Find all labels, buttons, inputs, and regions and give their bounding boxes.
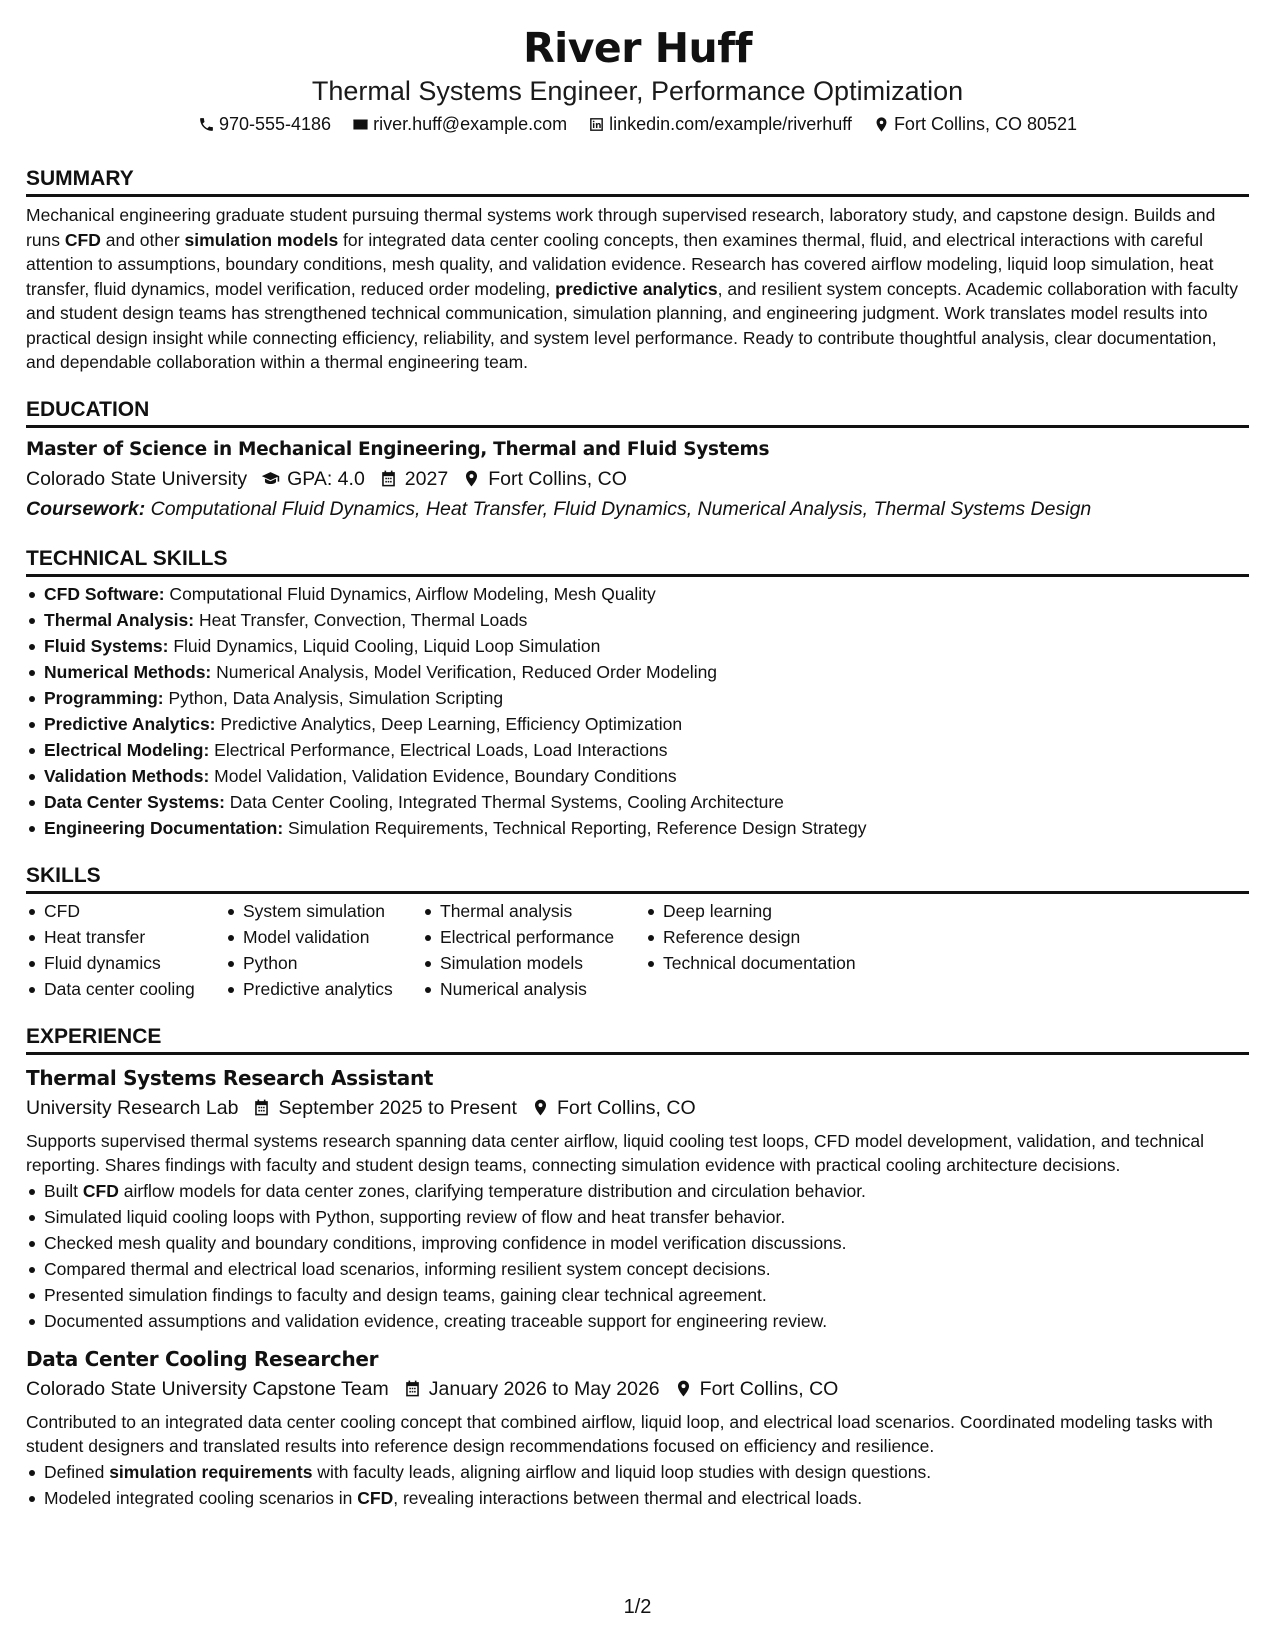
school-name: Colorado State University [26,467,248,490]
technical-skills-list [26,581,1249,841]
summary-heading: SUMMARY [26,164,1249,197]
contact-location [873,110,1077,138]
resume-page [26,0,1249,1511]
envelope-icon [352,116,369,133]
list-item: Modeled integrated cooling scenarios in CFD, revealing interactions between thermal and electrical loads. [44,1485,1249,1511]
linkedin-text: linkedin.com/example/riverhuff [609,114,852,134]
education-heading: EDUCATION [26,395,1249,428]
map-pin-icon [873,116,890,133]
list-item: Thermal Analysis: Heat Transfer, Convection, Thermal Loads [44,607,1249,633]
job-org: Colorado State University Capstone Team [26,1377,389,1400]
list-item: Deep learning [663,898,913,924]
list-item: Technical documentation [663,950,913,976]
skills-column [422,898,645,1002]
technical-skills-heading: TECHNICAL SKILLS [26,544,1249,577]
list-item: Data Center Systems: Data Center Cooling, Integrated Thermal Systems, Cooling Architecture [44,789,1249,815]
list-item: Fluid Systems: Fluid Dynamics, Liquid Cooling, Liquid Loop Simulation [44,633,1249,659]
job-meta [26,1374,1249,1404]
job-summary: Supports supervised thermal systems research spanning data center airflow, liquid cooling test loops, CFD model development, validation, and technical reporting. Shares findings with faculty and student design teams, connecting simulation evidence with practical cooling architecture decisions. [26,1130,1204,1175]
job-dates: September 2025 to Present [248,1093,517,1123]
list-item: Presented simulation findings to faculty and design teams, gaining clear technical agreement. [44,1282,1249,1308]
list-item: Built CFD airflow models for data center zones, clarifying temperature distribution and circulation behavior. [44,1178,1249,1204]
contact-line [26,110,1249,138]
list-item: Predictive analytics [243,976,422,1002]
skills-heading: SKILLS [26,861,1249,894]
edu-location-item: Fort Collins, CO [458,464,627,494]
list-item: Heat transfer [44,924,225,950]
location-text: Fort Collins, CO 80521 [893,114,1078,134]
list-item: Python [243,950,422,976]
skills-grid [26,898,1249,1002]
job-title: Data Center Cooling Researcher [26,1346,379,1371]
job-location: Fort Collins, CO [527,1093,696,1123]
skills-column [26,898,225,1002]
contact-linkedin[interactable] [588,110,852,138]
skills-column [225,898,422,1002]
job-dates: January 2026 to May 2026 [399,1374,660,1404]
job-meta [26,1093,1249,1123]
contact-email[interactable] [352,110,567,138]
phone-text: 970-555-4186 [218,114,332,134]
calendar-icon [379,469,398,488]
list-item: Reference design [663,924,913,950]
summary-text: Mechanical engineering graduate student pursuing thermal systems work through supervised research, laboratory study, and capstone design. Builds and runs CFD and other simulation models for integrated data center cooling concepts, then examines thermal, fluid, and electrical interactions with careful attention to assumptions, boundary conditions, mesh quality, and validation evidence. Research has covered airflow modeling, liquid loop simulation, heat transfer, fluid dynamics, model verification, reduced order modeling, predictive analytics, and resilient system concepts. Academic collaboration with faculty and student design teams has strengthened technical communication, simulation planning, and engineering judgment. Work translates model results into practical design insight while connecting efficiency, reliability, and system level performance. Ready to contribute thoughtful analysis, clear documentation, and dependable collaboration within a thermal engineering team. [26,205,1238,372]
contact-phone[interactable] [198,110,331,138]
list-item: Fluid dynamics [44,950,225,976]
list-item: Numerical analysis [440,976,645,1002]
job-bullets [26,1459,1249,1511]
list-item: Programming: Python, Data Analysis, Simulation Scripting [44,685,1249,711]
linkedin-icon [588,116,605,133]
list-item: Documented assumptions and validation evidence, creating traceable support for engineering review. [44,1308,1249,1334]
list-item: Checked mesh quality and boundary conditions, improving confidence in model verification discussions. [44,1230,1249,1256]
graduation-cap-icon [261,469,280,488]
list-item: CFD Software: Computational Fluid Dynamics, Airflow Modeling, Mesh Quality [44,581,1249,607]
gpa-item: GPA: 4.0 [257,464,365,494]
skills-column [645,898,913,1002]
page-number: 1/2 [623,1596,652,1618]
list-item: System simulation [243,898,422,924]
coursework-line: Coursework: Computational Fluid Dynamics, Heat Transfer, Fluid Dynamics, Numerical Analysis, Thermal Systems Design [26,497,1092,520]
job-bullets [26,1178,1249,1334]
email-text: river.huff@example.com [373,114,568,134]
list-item: CFD [44,898,225,924]
job-location: Fort Collins, CO [670,1374,839,1404]
candidate-name: River Huff [523,24,752,72]
calendar-icon [403,1379,422,1398]
list-item: Predictive Analytics: Predictive Analytics, Deep Learning, Efficiency Optimization [44,711,1249,737]
map-pin-icon [674,1379,693,1398]
list-item: Engineering Documentation: Simulation Requirements, Technical Reporting, Reference Design Strategy [44,815,1249,841]
list-item: Electrical performance [440,924,645,950]
education-meta [26,464,1249,494]
map-pin-icon [531,1098,550,1117]
list-item: Thermal analysis [440,898,645,924]
job-summary: Contributed to an integrated data center cooling concept that combined airflow, liquid loop, and electrical load scenarios. Coordinated modeling tasks with student designers and translated results into reference design recommendations focused on efficiency and resilience. [26,1411,1213,1456]
list-item: Simulation models [440,950,645,976]
list-item: Model validation [243,924,422,950]
list-item: Numerical Methods: Numerical Analysis, Model Verification, Reduced Order Modeling [44,659,1249,685]
calendar-icon [252,1098,271,1117]
list-item: Validation Methods: Model Validation, Validation Evidence, Boundary Conditions [44,763,1249,789]
year-item: 2027 [375,464,448,494]
list-item: Data center cooling [44,976,225,1002]
candidate-title: Thermal Systems Engineer, Performance Optimization [311,76,964,106]
map-pin-icon [462,469,481,488]
list-item: Simulated liquid cooling loops with Python, supporting review of flow and heat transfer behavior. [44,1204,1249,1230]
job-title: Thermal Systems Research Assistant [26,1065,434,1090]
degree-title: Master of Science in Mechanical Engineering, Thermal and Fluid Systems [26,438,770,460]
list-item: Compared thermal and electrical load scenarios, informing resilient system concept decisions. [44,1256,1249,1282]
experience-heading: EXPERIENCE [26,1022,1249,1055]
job-org: University Research Lab [26,1096,239,1119]
list-item: Electrical Modeling: Electrical Performance, Electrical Loads, Load Interactions [44,737,1249,763]
list-item: Defined simulation requirements with faculty leads, aligning airflow and liquid loop studies with design questions. [44,1459,1249,1485]
phone-icon [198,116,215,133]
